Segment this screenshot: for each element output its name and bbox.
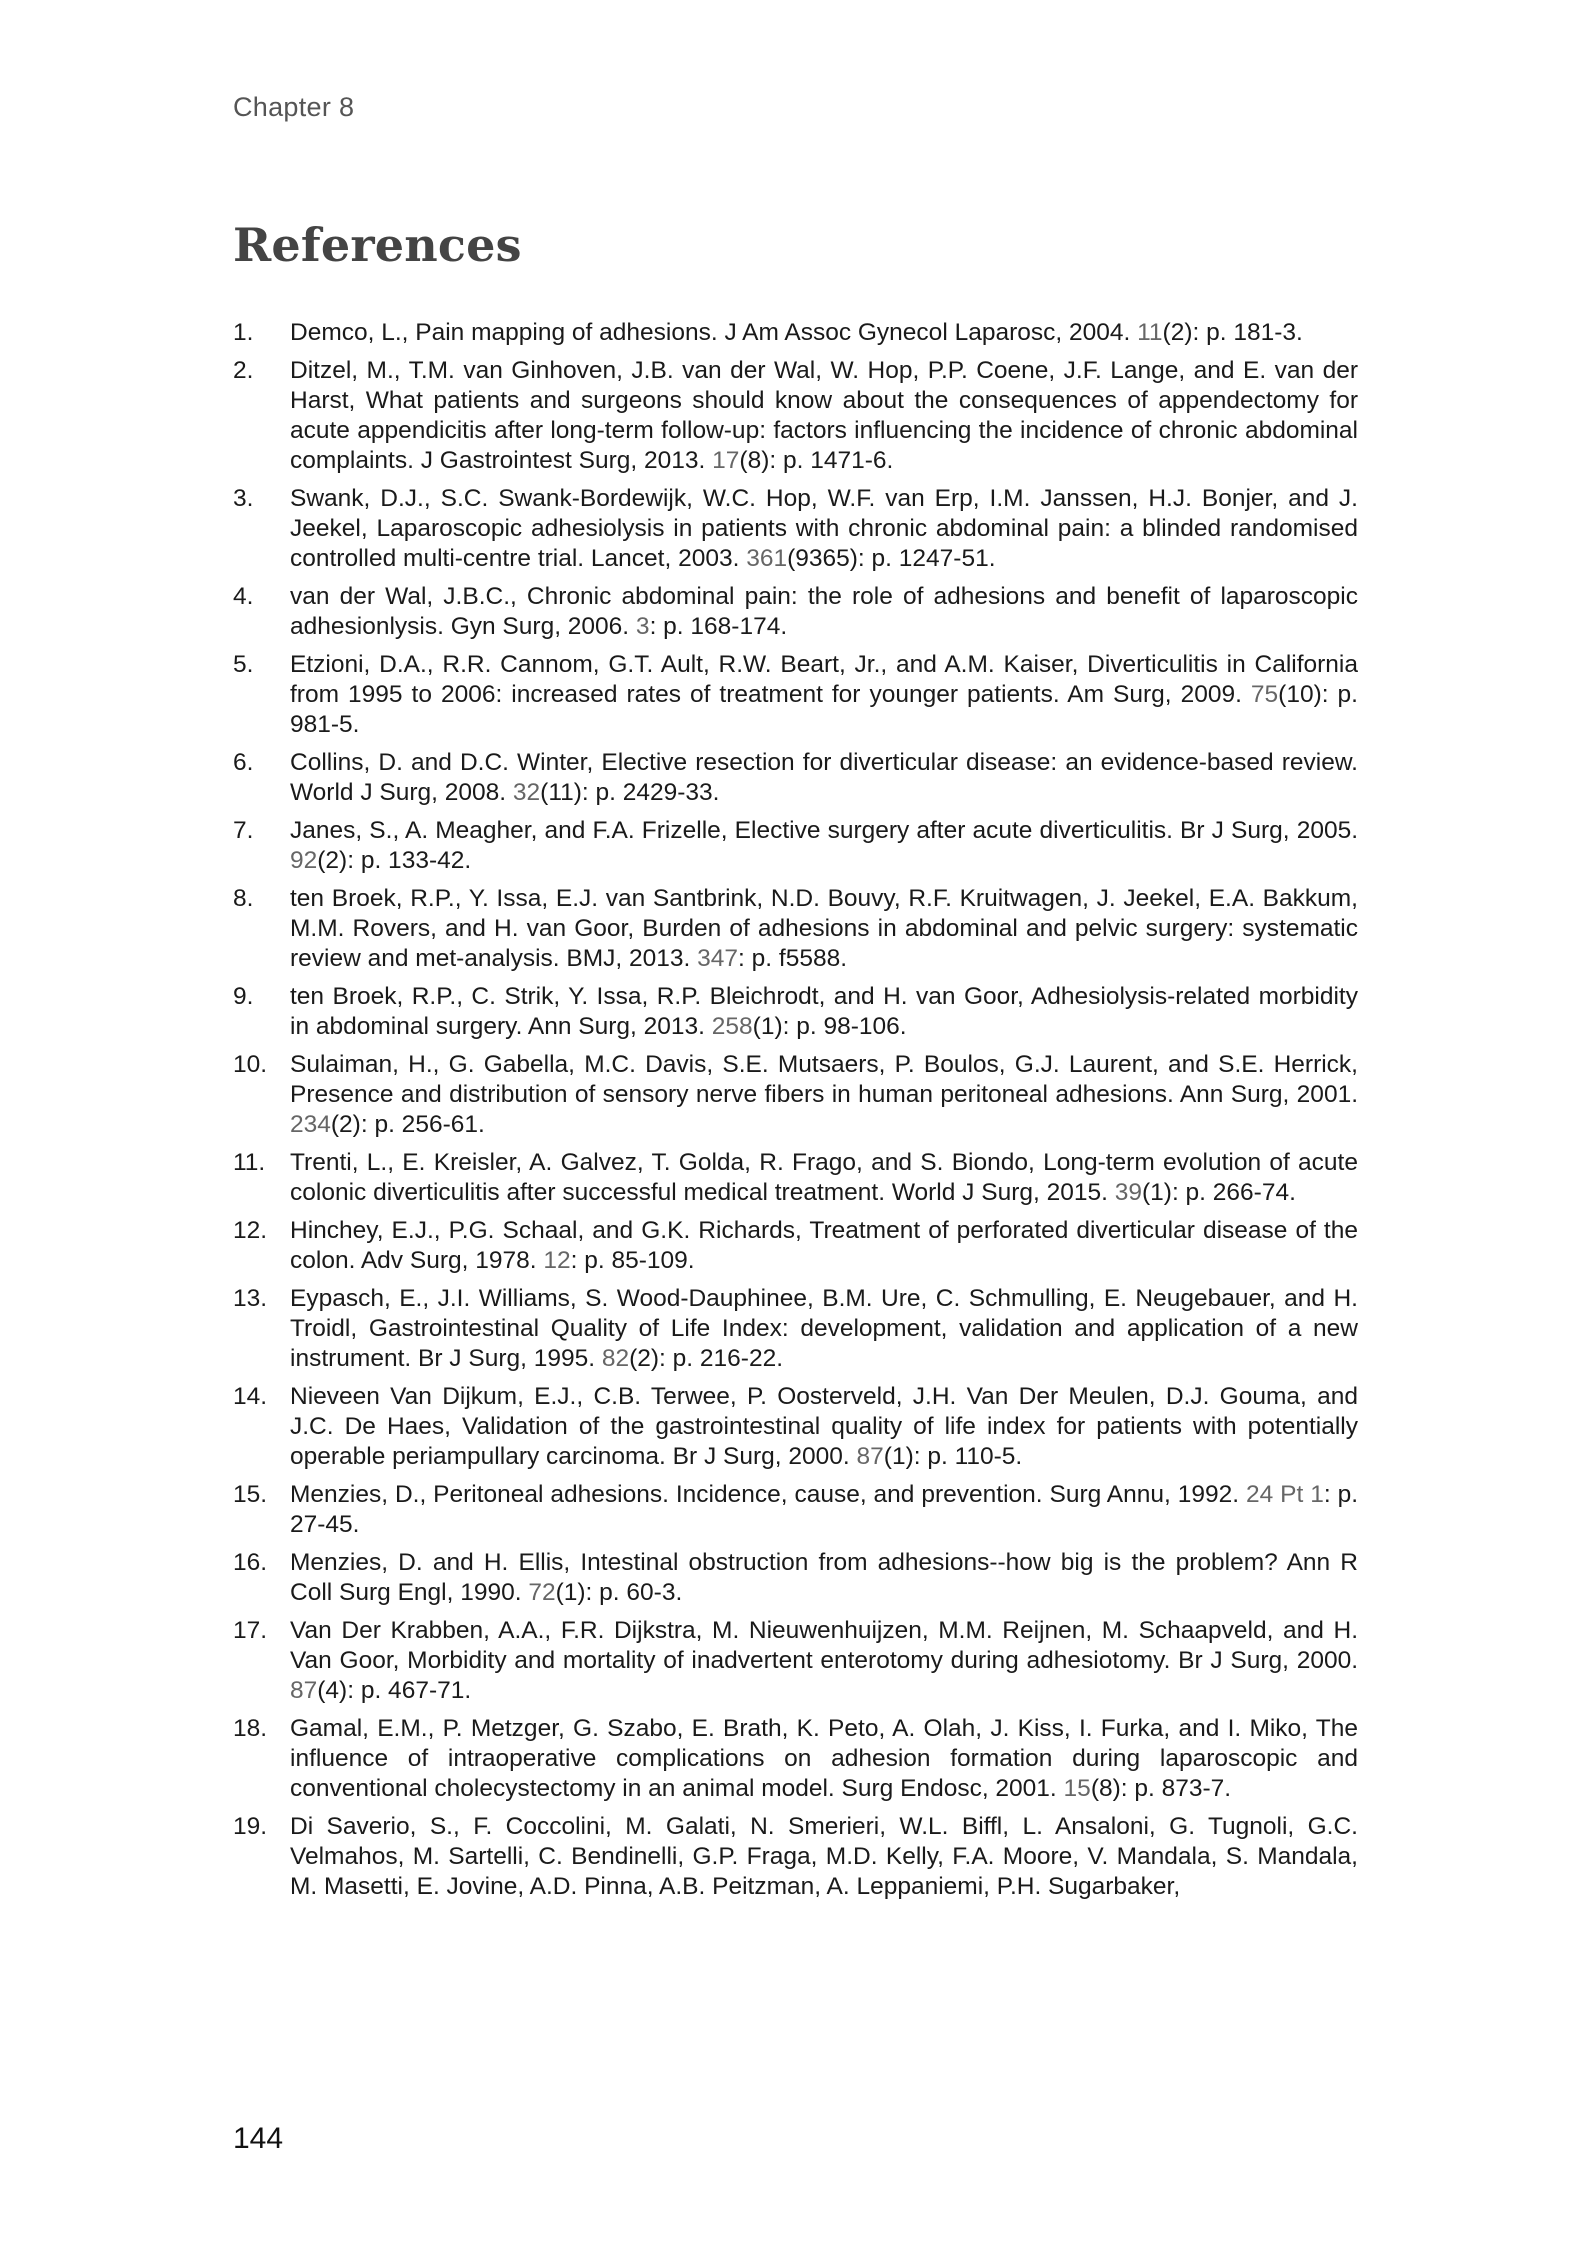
reference-text: [290, 748, 1358, 808]
reference-citation: Demco, L., Pain mapping of adhesions. J Am Assoc Gynecol Laparosc, 2004.: [290, 319, 1138, 346]
reference-volume: 39: [1114, 1179, 1142, 1206]
reference-text: [290, 1480, 1358, 1540]
reference-volume: 3: [635, 613, 650, 640]
reference-item: [233, 356, 1358, 476]
reference-volume: 234: [290, 1111, 331, 1138]
reference-text: [290, 1216, 1358, 1276]
reference-item: [233, 1382, 1358, 1472]
reference-item: [233, 1050, 1358, 1140]
reference-volume: 32: [512, 779, 541, 806]
reference-text: [290, 1548, 1358, 1608]
reference-item: [233, 318, 1358, 348]
reference-pages: : p. 27-45.: [290, 1481, 1359, 1538]
reference-pages: (2): p. 256-61.: [330, 1111, 485, 1138]
reference-pages: (8): p. 873-7.: [1090, 1775, 1232, 1802]
reference-pages: (10): p. 981-5.: [290, 681, 1358, 738]
reference-number: 12.: [233, 1217, 268, 1244]
reference-text: [290, 356, 1358, 476]
reference-volume: 15: [1063, 1775, 1091, 1802]
reference-pages: (9365): p. 1247-51.: [787, 545, 996, 572]
reference-number: 11.: [233, 1149, 266, 1176]
reference-pages: (2): p. 216-22.: [629, 1345, 783, 1372]
reference-item: [233, 1714, 1358, 1804]
reference-number: 1.: [233, 319, 254, 346]
reference-pages: : p. 168-174.: [649, 613, 788, 640]
reference-volume: 24 Pt 1: [1245, 1481, 1324, 1508]
reference-text: [290, 884, 1358, 974]
reference-text: [290, 484, 1358, 574]
reference-number: 5.: [233, 651, 254, 678]
reference-item: [233, 816, 1358, 876]
reference-citation: ten Broek, R.P., Y. Issa, E.J. van Santbrink, N.D. Bouvy, R.F. Kruitwagen, J. Jeekel, E.A. Bakkum, M.M. Rovers, and H. van Goor, Burden of adhesions in abdominal and pelvic surgery: systematic review and met-analysis. BMJ, 2013.: [290, 885, 1358, 972]
reference-number: 14.: [233, 1383, 268, 1410]
reference-pages: (1): p. 266-74.: [1142, 1179, 1296, 1206]
reference-item: [233, 748, 1358, 808]
reference-text: [290, 1050, 1358, 1140]
reference-text: [290, 816, 1358, 876]
reference-text: [290, 1812, 1358, 1902]
reference-citation: Di Saverio, S., F. Coccolini, M. Galati, N. Smerieri, W.L. Biffl, L. Ansaloni, G. Tugnoli, G.C. Velmahos, M. Sartelli, C. Bendinelli, G.P. Fraga, M.D. Kelly, F.A. Moore, V. Mandala, S. Mandala, M. Masetti, E. Jovine, A.D. Pinna, A.B. Peitzman, A. Leppaniemi, P.H. Sugarbaker,: [290, 1813, 1358, 1900]
reference-citation: Swank, D.J., S.C. Swank-Bordewijk, W.C. Hop, W.F. van Erp, I.M. Janssen, H.J. Bonjer, and J. Jeekel, Laparoscopic adhesiolysis in patients with chronic abdominal pain: a blinded randomised controlled multi-centre trial. Lancet, 2003.: [290, 485, 1358, 572]
reference-number: 6.: [233, 749, 254, 776]
reference-citation: Hinchey, E.J., P.G. Schaal, and G.K. Richards, Treatment of perforated diverticular disease of the colon. Adv Surg, 1978.: [290, 1217, 1358, 1274]
reference-number: 8.: [233, 885, 254, 912]
reference-text: [290, 582, 1358, 642]
reference-item: [233, 1284, 1358, 1374]
reference-citation: Trenti, L., E. Kreisler, A. Galvez, T. Golda, R. Frago, and S. Biondo, Long-term evolution of acute colonic diverticulitis after successful medical treatment. World J Surg, 2015.: [290, 1149, 1358, 1206]
reference-pages: (11): p. 2429-33.: [540, 779, 720, 806]
reference-number: 13.: [233, 1285, 268, 1312]
reference-item: [233, 1812, 1358, 1902]
reference-text: [290, 1148, 1358, 1208]
reference-pages: (2): p. 133-42.: [317, 847, 472, 874]
reference-number: 2.: [233, 357, 254, 384]
reference-item: [233, 1148, 1358, 1208]
reference-citation: Gamal, E.M., P. Metzger, G. Szabo, E. Brath, K. Peto, A. Olah, J. Kiss, I. Furka, and I. Miko, The influence of intraoperative complications on adhesion formation during laparoscopic and conventional cholecystectomy in an animal model. Surg Endosc, 2001.: [290, 1715, 1358, 1802]
reference-volume: 82: [601, 1345, 630, 1372]
reference-volume: 258: [711, 1013, 753, 1040]
reference-number: 17.: [233, 1617, 268, 1644]
reference-pages: : p. 85-109.: [570, 1247, 695, 1274]
reference-number: 15.: [233, 1481, 268, 1508]
reference-number: 7.: [233, 817, 254, 844]
reference-citation: Nieveen Van Dijkum, E.J., C.B. Terwee, P. Oosterveld, J.H. Van Der Meulen, D.J. Gouma, and J.C. De Haes, Validation of the gastrointestinal quality of life index for patients with potentially operable periampullary carcinoma. Br J Surg, 2000.: [290, 1383, 1358, 1470]
reference-text: [290, 982, 1358, 1042]
reference-pages: (2): p. 181-3.: [1162, 319, 1303, 346]
reference-number: 18.: [233, 1715, 268, 1742]
running-head: Chapter 8: [233, 92, 355, 122]
reference-citation: Menzies, D., Peritoneal adhesions. Incidence, cause, and prevention. Surg Annu, 1992.: [290, 1481, 1246, 1508]
reference-text: [290, 1284, 1358, 1374]
reference-text: [290, 1616, 1358, 1706]
reference-number: 16.: [233, 1549, 268, 1576]
reference-pages: (1): p. 60-3.: [555, 1579, 683, 1606]
reference-citation: van der Wal, J.B.C., Chronic abdominal pain: the role of adhesions and benefit of laparoscopic adhesionlysis. Gyn Surg, 2006.: [290, 583, 1358, 640]
reference-citation: Sulaiman, H., G. Gabella, M.C. Davis, S.E. Mutsaers, P. Boulos, G.J. Laurent, and S.E. Herrick, Presence and distribution of sensory nerve fibers in human peritoneal adhesions. Ann Surg, 2001.: [290, 1051, 1358, 1108]
reference-text: [290, 1382, 1358, 1472]
reference-number: 4.: [233, 583, 254, 610]
reference-text: [290, 318, 1358, 348]
reference-volume: 72: [528, 1579, 556, 1606]
reference-volume: 87: [290, 1677, 318, 1704]
reference-item: [233, 884, 1358, 974]
reference-volume: 361: [746, 545, 788, 572]
reference-item: [233, 1548, 1358, 1608]
reference-volume: 347: [697, 945, 739, 972]
page-number: 144: [233, 2122, 284, 2155]
reference-citation: Etzioni, D.A., R.R. Cannom, G.T. Ault, R.W. Beart, Jr., and A.M. Kaiser, Diverticulitis in California from 1995 to 2006: increased rates of treatment for younger patients. Am Surg, 2009.: [290, 651, 1358, 708]
reference-item: [233, 484, 1358, 574]
reference-item: [233, 1216, 1358, 1276]
reference-citation: Janes, S., A. Meagher, and F.A. Frizelle, Elective surgery after acute diverticulitis. Br J Surg, 2005.: [290, 817, 1358, 844]
reference-number: 9.: [233, 983, 254, 1010]
reference-item: [233, 650, 1358, 740]
reference-volume: 11: [1137, 319, 1163, 346]
reference-citation: Van Der Krabben, A.A., F.R. Dijkstra, M. Nieuwenhuijzen, M.M. Reijnen, M. Schaapveld, and H. Van Goor, Morbidity and mortality of inadvertent enterotomy during adhesiotomy. Br J Surg, 2000.: [290, 1617, 1358, 1674]
section-title: References: [233, 218, 522, 272]
reference-item: [233, 582, 1358, 642]
reference-volume: 12: [543, 1247, 571, 1274]
reference-number: 19.: [233, 1813, 268, 1840]
reference-number: 3.: [233, 485, 254, 512]
reference-pages: (1): p. 110-5.: [883, 1443, 1023, 1470]
reference-pages: (1): p. 98-106.: [752, 1013, 907, 1040]
reference-item: [233, 982, 1358, 1042]
reference-number: 10.: [233, 1051, 268, 1078]
reference-citation: Ditzel, M., T.M. van Ginhoven, J.B. van der Wal, W. Hop, P.P. Coene, J.F. Lange, and E. van der Harst, What patients and surgeons should know about the consequences of appendectomy for acute appendicitis after long-term follow-up: factors influencing the incidence of chronic abdominal complaints. J Gastrointest Surg, 2013.: [290, 357, 1358, 474]
reference-pages: (4): p. 467-71.: [317, 1677, 472, 1704]
reference-volume: 92: [290, 847, 318, 874]
reference-citation: Menzies, D. and H. Ellis, Intestinal obstruction from adhesions--how big is the problem? Ann R Coll Surg Engl, 1990.: [290, 1549, 1358, 1606]
reference-item: [233, 1480, 1358, 1540]
reference-volume: 17: [712, 447, 740, 474]
reference-volume: 87: [856, 1443, 884, 1470]
reference-text: [290, 1714, 1358, 1804]
reference-volume: 75: [1250, 681, 1279, 708]
reference-item: [233, 1616, 1358, 1706]
reference-pages: : p. f5588.: [738, 945, 848, 972]
reference-pages: (8): p. 1471-6.: [739, 447, 894, 474]
reference-text: [290, 650, 1358, 740]
reference-list: [233, 318, 1358, 1910]
reference-citation: Eypasch, E., J.I. Williams, S. Wood-Dauphinee, B.M. Ure, C. Schmulling, E. Neugebauer, and H. Troidl, Gastrointestinal Quality of Life Index: development, validation and application of a new instrument. Br J Surg, 1995.: [290, 1285, 1358, 1372]
reference-citation: Collins, D. and D.C. Winter, Elective resection for diverticular disease: an evidence-based review. World J Surg, 2008.: [290, 749, 1358, 806]
reference-citation: ten Broek, R.P., C. Strik, Y. Issa, R.P. Bleichrodt, and H. van Goor, Adhesiolysis-related morbidity in abdominal surgery. Ann Surg, 2013.: [290, 983, 1358, 1040]
